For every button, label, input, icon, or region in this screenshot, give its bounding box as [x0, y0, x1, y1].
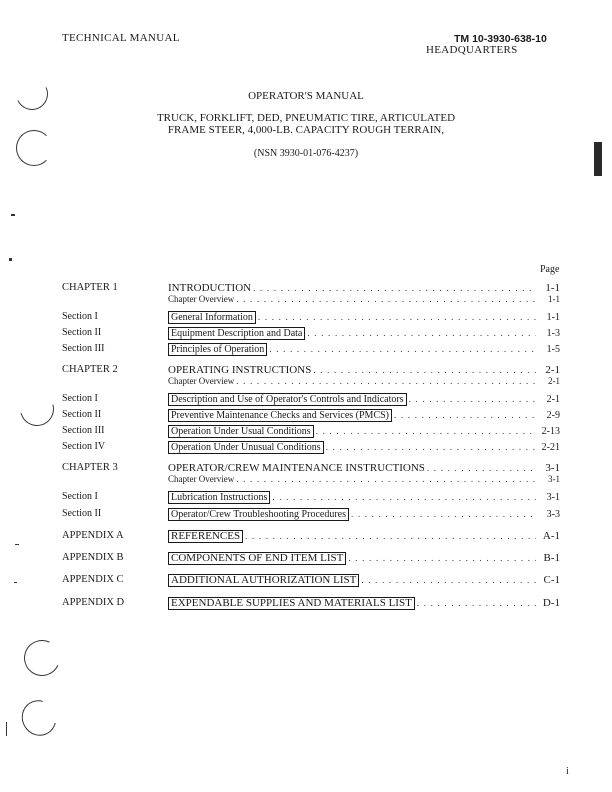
toc-label: Section III [62, 425, 105, 436]
toc-page: 2-21 [541, 442, 560, 453]
toc-page: D-1 [542, 597, 560, 609]
binder-hole-mark [16, 130, 52, 166]
toc-row [0, 530, 612, 544]
toc-row [0, 343, 612, 357]
tm-number: TM 10-3930-638-10 [454, 33, 547, 45]
toc-row [0, 474, 612, 488]
page-number: i [566, 766, 569, 777]
toc-label: Section II [62, 327, 102, 338]
toc-page: A-1 [542, 530, 560, 542]
toc-label: Section IV [62, 441, 106, 452]
toc-page: 1-1 [548, 294, 560, 304]
scan-speck [6, 722, 7, 736]
toc-page: 2-1 [545, 364, 560, 376]
toc-row [0, 294, 612, 308]
scan-speck [11, 214, 15, 216]
toc-row [0, 393, 612, 407]
toc-row [0, 552, 612, 566]
toc-label: APPENDIX A [62, 530, 124, 541]
toc-link-troubleshooting[interactable]: Operator/Crew Troubleshooting Procedures [168, 508, 349, 521]
toc-page: 3-1 [545, 462, 560, 474]
toc-row [0, 425, 612, 439]
toc-row [0, 597, 612, 611]
nsn-number: (NSN 3930-01-076-4237) [253, 148, 359, 159]
scan-speck [14, 582, 17, 583]
toc-title[interactable]: Chapter Overview [168, 376, 235, 386]
toc-link-lubrication-instructions[interactable]: Lubrication Instructions [168, 491, 270, 504]
toc-title[interactable]: OPERATING INSTRUCTIONS [168, 364, 312, 376]
toc-link-controls-and-indicators[interactable]: Description and Use of Operator's Controls and Indicators [168, 393, 407, 406]
toc-page: 2-1 [546, 394, 560, 405]
toc-row [0, 327, 612, 341]
toc-label: CHAPTER 1 [62, 282, 118, 293]
manual-title: OPERATOR'S MANUAL [248, 90, 364, 102]
binder-hole-mark [11, 73, 52, 114]
toc-title[interactable]: INTRODUCTION [168, 282, 252, 294]
toc-link-equipment-description[interactable]: Equipment Description and Data [168, 327, 305, 340]
binder-hole-mark [19, 635, 65, 681]
toc-page: 1-1 [546, 312, 560, 323]
toc-label: Section I [62, 393, 98, 404]
toc-label: Section I [62, 311, 98, 322]
toc-link-references[interactable]: REFERENCES [168, 530, 243, 543]
toc-row [0, 409, 612, 423]
toc-row [0, 311, 612, 325]
toc-label: APPENDIX B [62, 552, 124, 563]
toc-page: 3-1 [548, 474, 560, 484]
toc-row [0, 441, 612, 455]
toc-page: 3-1 [546, 492, 560, 503]
toc-link-pmcs[interactable]: Preventive Maintenance Checks and Services (PMCS) [168, 409, 392, 422]
toc-link-expendable-supplies[interactable]: EXPENDABLE SUPPLIES AND MATERIALS LIST [168, 597, 415, 610]
toc-label: APPENDIX D [62, 597, 125, 608]
toc-row [0, 574, 612, 588]
toc-title[interactable]: OPERATOR/CREW MAINTENANCE INSTRUCTIONS [168, 462, 425, 474]
equipment-title-line-2: FRAME STEER, 4,000-LB. CAPACITY ROUGH TERRAIN, [167, 124, 445, 136]
document-type-label: TECHNICAL MANUAL [62, 32, 180, 44]
toc-link-general-information[interactable]: General Information [168, 311, 256, 324]
toc-page: 1-1 [545, 282, 560, 294]
toc-label: Section III [62, 343, 105, 354]
toc-link-components-of-end-item[interactable]: COMPONENTS OF END ITEM LIST [168, 552, 346, 565]
binder-hole-mark [15, 694, 62, 742]
toc-label: Section II [62, 409, 102, 420]
equipment-title-line-1: TRUCK, FORKLIFT, DED, PNEUMATIC TIRE, ARTICULATED [156, 112, 456, 124]
toc-link-unusual-conditions[interactable]: Operation Under Unusual Conditions [168, 441, 324, 454]
toc-page: 2-9 [546, 410, 560, 421]
toc-link-usual-conditions[interactable]: Operation Under Usual Conditions [168, 425, 314, 438]
toc-page: 3-3 [546, 509, 560, 520]
toc-title[interactable]: Chapter Overview [168, 294, 235, 304]
toc-label: APPENDIX C [62, 574, 124, 585]
toc-title[interactable]: Chapter Overview [168, 474, 235, 484]
toc-page: 1-3 [546, 328, 560, 339]
toc-page: 1-5 [546, 344, 560, 355]
scan-speck [9, 258, 12, 261]
toc-label: Section II [62, 508, 102, 519]
toc-label: CHAPTER 2 [62, 364, 118, 375]
scan-speck [15, 544, 19, 545]
toc-row [0, 491, 612, 505]
toc-page: 2-1 [548, 376, 560, 386]
toc-page: B-1 [543, 552, 560, 564]
toc-row [0, 376, 612, 390]
toc-label: Section I [62, 491, 98, 502]
headquarters-label: HEADQUARTERS [426, 44, 518, 56]
scan-edge-mark [594, 142, 602, 176]
toc-link-principles-of-operation[interactable]: Principles of Operation [168, 343, 267, 356]
page-column-label: Page [540, 264, 560, 275]
toc-page: C-1 [543, 574, 560, 586]
toc-label: CHAPTER 3 [62, 462, 118, 473]
toc-row [0, 508, 612, 522]
toc-page: 2-13 [541, 426, 560, 437]
toc-link-additional-authorization[interactable]: ADDITIONAL AUTHORIZATION LIST [168, 574, 359, 587]
